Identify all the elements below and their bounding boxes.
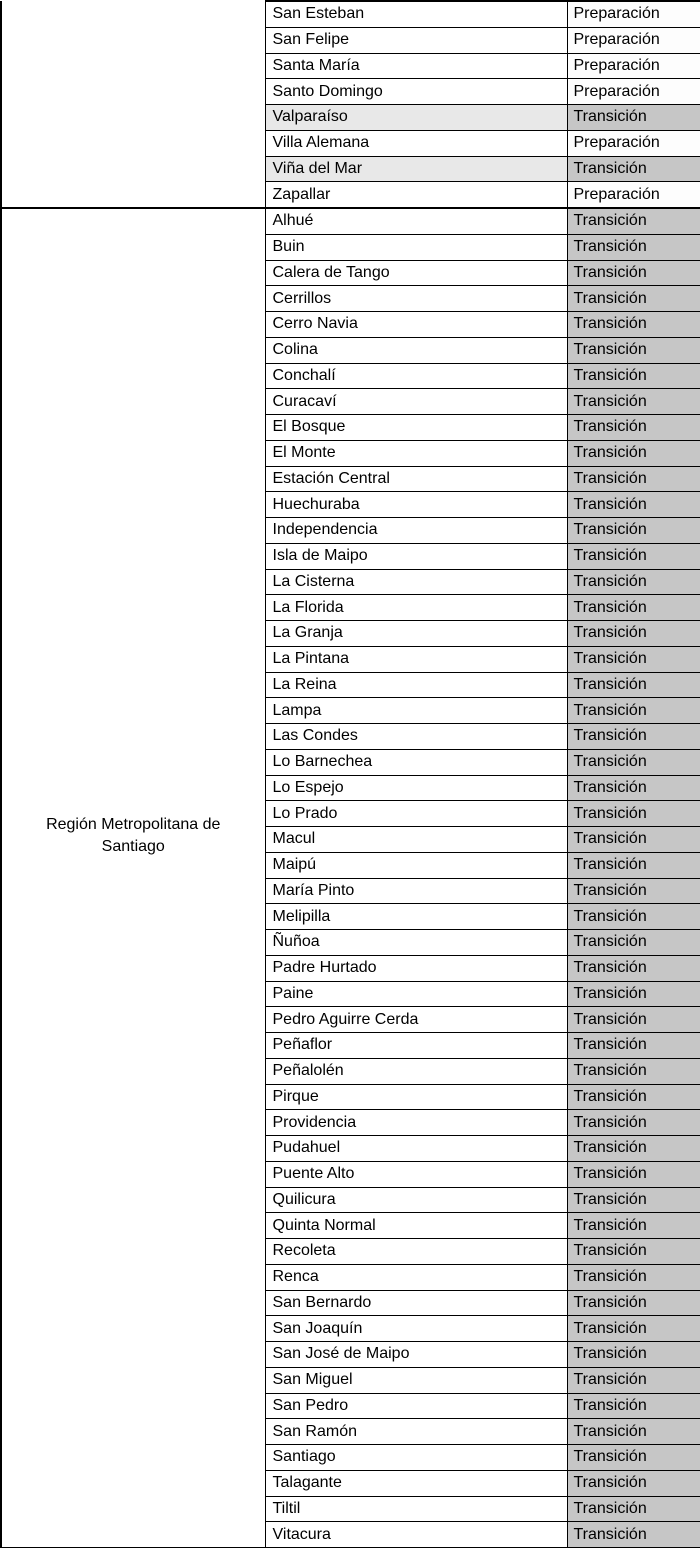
commune-cell: Talagante: [265, 1470, 567, 1496]
status-cell: Transición: [567, 1342, 700, 1368]
status-cell: Transición: [567, 955, 700, 981]
commune-cell: Huechuraba: [265, 492, 567, 518]
status-cell: Transición: [567, 1213, 700, 1239]
status-cell: Transición: [567, 105, 700, 131]
status-cell: Transición: [567, 1470, 700, 1496]
status-cell: Transición: [567, 1058, 700, 1084]
commune-cell: Cerro Navia: [265, 312, 567, 338]
status-cell: Transición: [567, 852, 700, 878]
commune-cell: Pedro Aguirre Cerda: [265, 1007, 567, 1033]
commune-cell: Curacaví: [265, 389, 567, 415]
commune-cell: San Miguel: [265, 1367, 567, 1393]
commune-cell: Villa Alemana: [265, 130, 567, 156]
commune-cell: Alhué: [265, 208, 567, 234]
status-cell: Transición: [567, 1419, 700, 1445]
region-cell: [1, 208, 265, 1548]
status-cell: Transición: [567, 518, 700, 544]
commune-cell: San Pedro: [265, 1393, 567, 1419]
status-cell: Transición: [567, 1290, 700, 1316]
status-cell: Transición: [567, 1316, 700, 1342]
commune-cell: Lo Barnechea: [265, 749, 567, 775]
commune-cell: Padre Hurtado: [265, 955, 567, 981]
commune-cell: Viña del Mar: [265, 156, 567, 182]
commune-cell: Isla de Maipo: [265, 543, 567, 569]
commune-cell: Quilicura: [265, 1187, 567, 1213]
status-cell: Transición: [567, 724, 700, 750]
status-cell: Transición: [567, 363, 700, 389]
commune-cell: Lampa: [265, 698, 567, 724]
commune-cell: Tiltil: [265, 1496, 567, 1522]
region-cell: [1, 1, 265, 208]
status-cell: Transición: [567, 1393, 700, 1419]
commune-cell: La Florida: [265, 595, 567, 621]
commune-cell: San José de Maipo: [265, 1342, 567, 1368]
status-cell: Transición: [567, 698, 700, 724]
commune-cell: La Granja: [265, 621, 567, 647]
commune-cell: Conchalí: [265, 363, 567, 389]
commune-cell: Cerrillos: [265, 286, 567, 312]
commune-cell: Lo Espejo: [265, 775, 567, 801]
status-cell: Transición: [567, 775, 700, 801]
status-cell: Transición: [567, 260, 700, 286]
status-cell: Transición: [567, 543, 700, 569]
status-cell: Preparación: [567, 27, 700, 53]
status-cell: Preparación: [567, 53, 700, 79]
commune-cell: Peñalolén: [265, 1058, 567, 1084]
status-cell: Transición: [567, 621, 700, 647]
status-cell: Transición: [567, 312, 700, 338]
status-cell: Transición: [567, 1033, 700, 1059]
status-cell: Transición: [567, 801, 700, 827]
status-cell: Transición: [567, 337, 700, 363]
status-cell: Transición: [567, 492, 700, 518]
commune-cell: El Bosque: [265, 415, 567, 441]
commune-cell: San Ramón: [265, 1419, 567, 1445]
table-body: [1, 1, 700, 1548]
commune-cell: Valparaíso: [265, 105, 567, 131]
commune-cell: Recoleta: [265, 1239, 567, 1265]
status-cell: Transición: [567, 1264, 700, 1290]
commune-cell: María Pinto: [265, 878, 567, 904]
status-cell: Transición: [567, 1367, 700, 1393]
status-cell: Transición: [567, 389, 700, 415]
commune-cell: Pirque: [265, 1084, 567, 1110]
status-cell: Transición: [567, 415, 700, 441]
status-cell: Transición: [567, 672, 700, 698]
commune-cell: La Pintana: [265, 646, 567, 672]
commune-cell: San Esteban: [265, 1, 567, 27]
status-cell: Transición: [567, 646, 700, 672]
commune-cell: Providencia: [265, 1110, 567, 1136]
commune-cell: Estación Central: [265, 466, 567, 492]
status-cell: Transición: [567, 466, 700, 492]
status-cell: Transición: [567, 234, 700, 260]
status-cell: Transición: [567, 440, 700, 466]
status-cell: Transición: [567, 1161, 700, 1187]
commune-cell: La Cisterna: [265, 569, 567, 595]
commune-cell: Ñuñoa: [265, 930, 567, 956]
commune-cell: Zapallar: [265, 182, 567, 208]
status-cell: Transición: [567, 1136, 700, 1162]
commune-cell: Maipú: [265, 852, 567, 878]
status-cell: Preparación: [567, 130, 700, 156]
status-cell: Preparación: [567, 1, 700, 27]
status-cell: Transición: [567, 569, 700, 595]
status-cell: Transición: [567, 595, 700, 621]
commune-cell: Las Condes: [265, 724, 567, 750]
table-row: [1, 208, 700, 234]
status-cell: Transición: [567, 1445, 700, 1471]
table-row: [1, 1, 700, 27]
commune-cell: Vitacura: [265, 1522, 567, 1548]
status-cell: Transición: [567, 1084, 700, 1110]
status-cell: Transición: [567, 930, 700, 956]
status-cell: Transición: [567, 1239, 700, 1265]
commune-cell: Melipilla: [265, 904, 567, 930]
status-cell: Transición: [567, 1522, 700, 1548]
commune-cell: La Reina: [265, 672, 567, 698]
commune-cell: Independencia: [265, 518, 567, 544]
region-label: Región Metropolitana de Santiago: [46, 816, 221, 855]
commune-cell: Pudahuel: [265, 1136, 567, 1162]
status-cell: Transición: [567, 981, 700, 1007]
status-cell: Transición: [567, 1007, 700, 1033]
status-cell: Preparación: [567, 79, 700, 105]
status-cell: Transición: [567, 208, 700, 234]
status-cell: Transición: [567, 1496, 700, 1522]
status-cell: Transición: [567, 749, 700, 775]
commune-cell: Macul: [265, 827, 567, 853]
status-cell: Transición: [567, 156, 700, 182]
commune-cell: San Joaquín: [265, 1316, 567, 1342]
commune-cell: Buin: [265, 234, 567, 260]
commune-cell: Colina: [265, 337, 567, 363]
status-cell: Preparación: [567, 182, 700, 208]
status-cell: Transición: [567, 286, 700, 312]
commune-cell: El Monte: [265, 440, 567, 466]
commune-cell: Peñaflor: [265, 1033, 567, 1059]
commune-cell: San Bernardo: [265, 1290, 567, 1316]
commune-cell: Santo Domingo: [265, 79, 567, 105]
commune-cell: Quinta Normal: [265, 1213, 567, 1239]
commune-cell: San Felipe: [265, 27, 567, 53]
commune-cell: Puente Alto: [265, 1161, 567, 1187]
commune-cell: Santiago: [265, 1445, 567, 1471]
status-cell: Transición: [567, 1187, 700, 1213]
commune-cell: Santa María: [265, 53, 567, 79]
status-cell: Transición: [567, 904, 700, 930]
commune-cell: Renca: [265, 1264, 567, 1290]
status-cell: Transición: [567, 1110, 700, 1136]
commune-cell: Lo Prado: [265, 801, 567, 827]
status-cell: Transición: [567, 827, 700, 853]
commune-cell: Paine: [265, 981, 567, 1007]
commune-cell: Calera de Tango: [265, 260, 567, 286]
status-cell: Transición: [567, 878, 700, 904]
